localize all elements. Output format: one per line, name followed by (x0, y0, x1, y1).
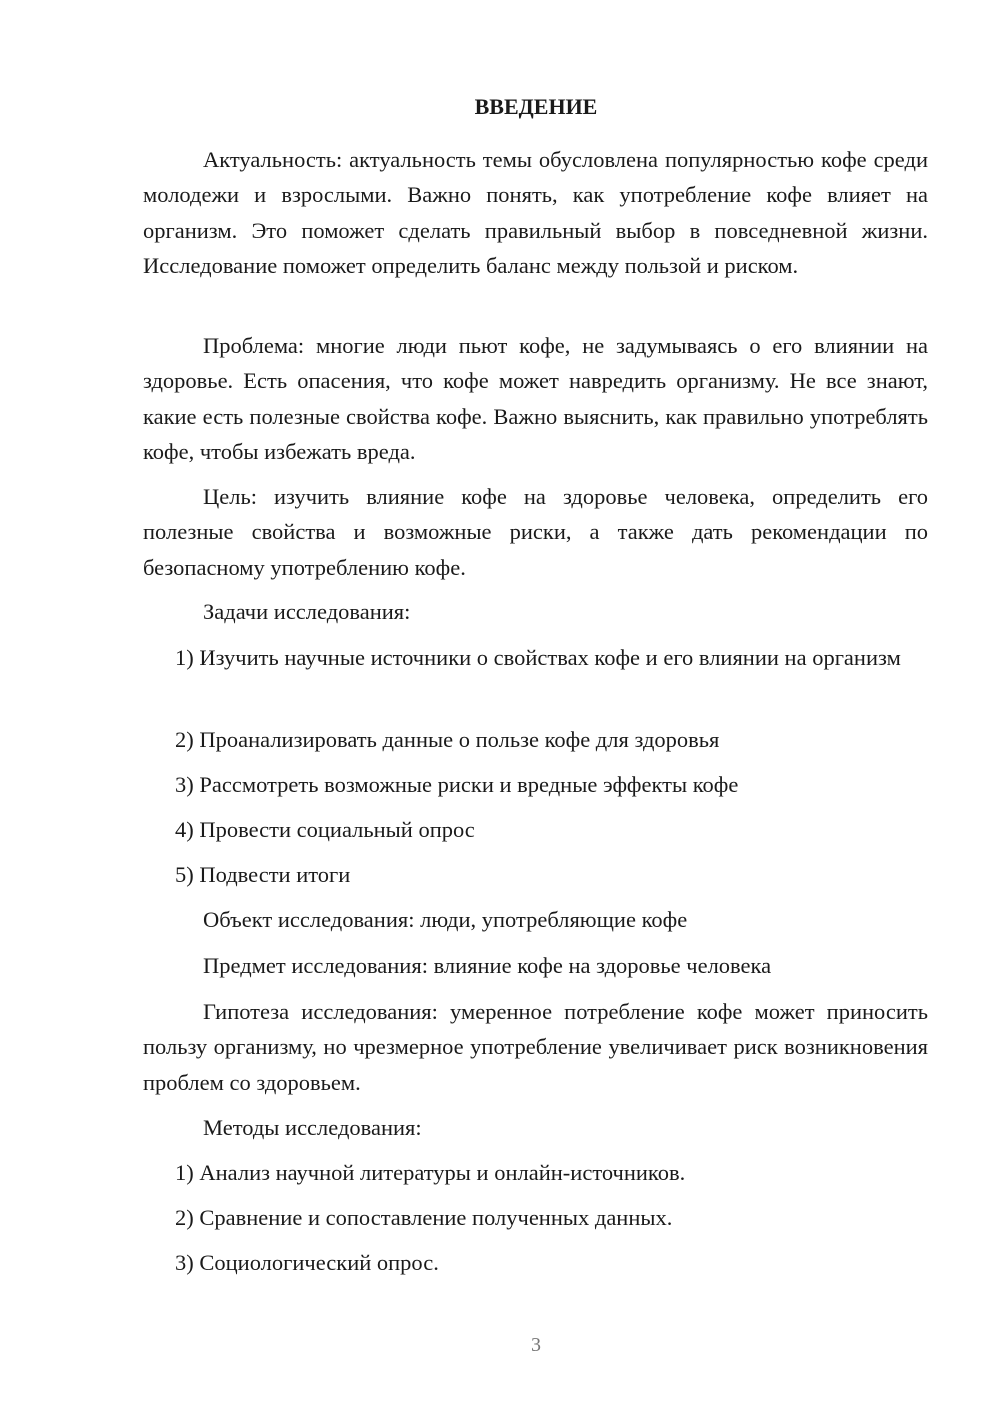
tasks-heading: Задачи исследования: (203, 599, 411, 624)
method-item: 3) Социологический опрос. (175, 1250, 439, 1275)
hypothesis-paragraph: Гипотеза исследования: умеренное потребление кофе может приносить пользу организму, но чрезмерное употребление увеличивает риск возникновения проблем со здоровьем. (143, 999, 928, 1095)
method-item: 2) Сравнение и сопоставление полученных данных. (175, 1205, 673, 1230)
problem-paragraph: Проблема: многие люди пьют кофе, не задумываясь о его влиянии на здоровье. Есть опасения, что кофе может навредить организму. Не все знают, какие есть полезные свойства кофе. Важно выяснить, как правильно употреблять кофе, чтобы избежать вреда. (143, 333, 928, 464)
task-item: 1) Изучить научные источники о свойствах кофе и его влиянии на организм (175, 645, 901, 670)
subject-paragraph: Предмет исследования: влияние кофе на здоровье человека (203, 953, 772, 978)
page-title: ВВЕДЕНИЕ (474, 94, 598, 119)
object-paragraph: Объект исследования: люди, употребляющие кофе (203, 907, 688, 932)
goal-paragraph: Цель: изучить влияние кофе на здоровье человека, определить его полезные свойства и возможные риски, а также дать рекомендации по безопасному употреблению кофе. (143, 484, 928, 580)
relevance-paragraph: Актуальность: актуальность темы обусловлена популярностью кофе среди молодежи и взрослыми. Важно понять, как употребление кофе влияет на организм. Это поможет сделать правильный выбор в повседневной жизни. Исследование поможет определить баланс между пользой и риском. (143, 147, 928, 278)
task-item: 5) Подвести итоги (175, 862, 351, 887)
task-item: 3) Рассмотреть возможные риски и вредные эффекты кофе (175, 772, 739, 797)
task-item: 2) Проанализировать данные о пользе кофе для здоровья (175, 727, 720, 752)
method-item: 1) Анализ научной литературы и онлайн-источников. (175, 1160, 686, 1185)
methods-heading: Методы исследования: (203, 1115, 422, 1140)
task-item: 4) Провести социальный опрос (175, 817, 475, 842)
page-number: 3 (531, 1334, 541, 1356)
